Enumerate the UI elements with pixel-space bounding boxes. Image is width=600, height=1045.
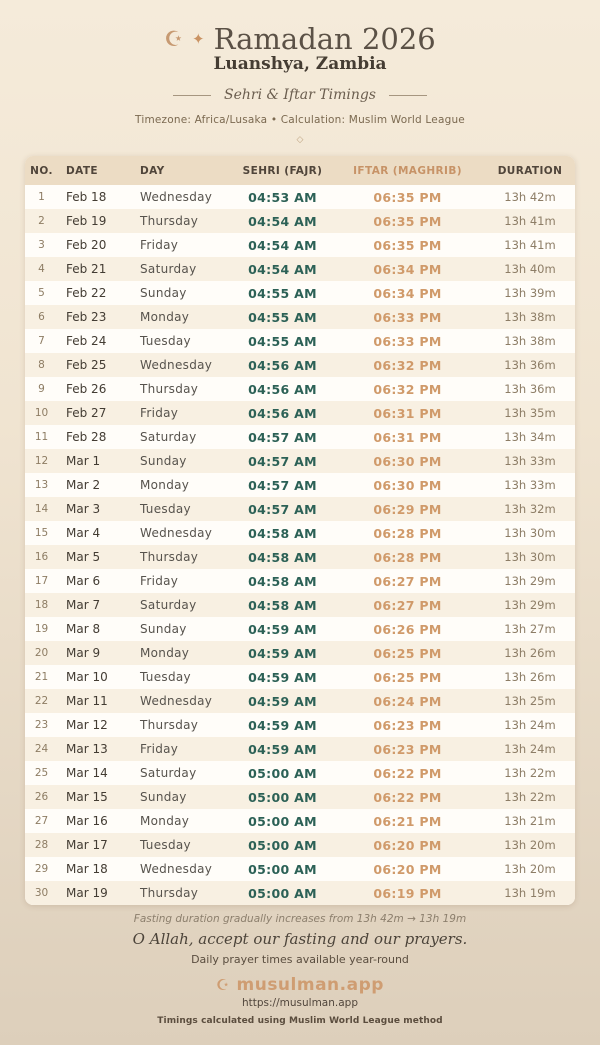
row-date: Mar 4: [66, 526, 101, 541]
row-day: Monday: [140, 310, 190, 325]
row-fast-duration: 13h 26m: [504, 646, 556, 661]
row-day: Tuesday: [140, 670, 191, 685]
header: [135, 24, 465, 145]
diamond-ornament-icon: ◇: [296, 135, 304, 146]
row-number: 16: [34, 551, 49, 564]
row-number: 8: [38, 359, 45, 372]
row-fast-duration: 13h 20m: [504, 862, 556, 877]
row-number: 13: [34, 479, 49, 492]
table-row: [25, 641, 575, 665]
row-iftar-time: 06:30 PM: [373, 477, 442, 493]
row-day: Tuesday: [140, 502, 191, 517]
column-header-sehri: SEHRI (FAJR): [242, 164, 323, 177]
row-day: Tuesday: [140, 334, 191, 349]
row-day: Saturday: [140, 262, 197, 277]
table-row: [25, 401, 575, 425]
table-row: [25, 329, 575, 353]
row-sehri-time: 04:55 AM: [248, 285, 317, 301]
column-header-no: NO.: [30, 164, 53, 177]
row-sehri-time: 04:59 AM: [248, 693, 317, 709]
row-iftar-time: 06:28 PM: [373, 525, 442, 541]
row-day: Sunday: [140, 790, 187, 805]
row-iftar-time: 06:23 PM: [373, 741, 442, 757]
row-sehri-time: 04:59 AM: [248, 645, 317, 661]
table-row: [25, 521, 575, 545]
row-date: Mar 17: [66, 838, 108, 853]
row-fast-duration: 13h 36m: [504, 382, 556, 397]
table-row: [25, 593, 575, 617]
timezone-calculation-meta: Timezone: Africa/Lusaka • Calculation: Muslim World League: [135, 114, 465, 127]
row-sehri-time: 04:58 AM: [248, 549, 317, 565]
row-number: 14: [34, 503, 49, 516]
brand-name: musulman.app: [236, 975, 384, 996]
row-sehri-time: 04:56 AM: [248, 381, 317, 397]
column-header-iftar: IFTAR (MAGHRIB): [353, 164, 462, 177]
row-number: 11: [34, 431, 49, 444]
row-iftar-time: 06:20 PM: [373, 861, 442, 877]
table-row: [25, 665, 575, 689]
row-iftar-time: 06:31 PM: [373, 429, 442, 445]
row-number: 28: [34, 839, 49, 852]
row-fast-duration: 13h 26m: [504, 670, 556, 685]
row-date: Mar 10: [66, 670, 108, 685]
row-date: Feb 19: [66, 214, 107, 229]
row-sehri-time: 04:57 AM: [248, 429, 317, 445]
row-number: 26: [34, 791, 49, 804]
row-day: Sunday: [140, 286, 187, 301]
row-number: 2: [38, 215, 45, 228]
row-sehri-time: 05:00 AM: [248, 861, 317, 877]
row-day: Tuesday: [140, 838, 191, 853]
row-number: 29: [34, 863, 49, 876]
row-day: Saturday: [140, 598, 197, 613]
row-fast-duration: 13h 38m: [504, 310, 556, 325]
row-iftar-time: 06:33 PM: [373, 333, 442, 349]
row-date: Feb 18: [66, 190, 107, 205]
row-fast-duration: 13h 22m: [504, 766, 556, 781]
row-day: Wednesday: [140, 358, 213, 373]
row-iftar-time: 06:25 PM: [373, 645, 442, 661]
table-row: [25, 833, 575, 857]
row-iftar-time: 06:23 PM: [373, 717, 442, 733]
row-iftar-time: 06:33 PM: [373, 309, 442, 325]
row-date: Feb 21: [66, 262, 107, 277]
row-fast-duration: 13h 30m: [504, 526, 556, 541]
row-day: Friday: [140, 238, 179, 253]
row-number: 21: [34, 671, 49, 684]
table-row: [25, 569, 575, 593]
row-date: Mar 11: [66, 694, 108, 709]
divider-line-left: [173, 95, 211, 96]
row-sehri-time: 04:54 AM: [248, 213, 317, 229]
timetable-card: [25, 156, 575, 905]
row-number: 3: [38, 239, 45, 252]
row-number: 18: [34, 599, 49, 612]
table-row: [25, 809, 575, 833]
row-fast-duration: 13h 39m: [504, 286, 556, 301]
row-iftar-time: 06:32 PM: [373, 381, 442, 397]
table-row: [25, 353, 575, 377]
row-number: 9: [38, 383, 45, 396]
row-number: 20: [34, 647, 49, 660]
row-iftar-time: 06:20 PM: [373, 837, 442, 853]
row-day: Friday: [140, 574, 179, 589]
row-iftar-time: 06:34 PM: [373, 285, 442, 301]
table-row: [25, 377, 575, 401]
timings-subtitle: Sehri & Iftar Timings: [224, 87, 376, 104]
row-date: Feb 22: [66, 286, 107, 301]
table-header-row: [25, 156, 575, 185]
row-number: 1: [38, 191, 45, 204]
row-sehri-time: 04:58 AM: [248, 597, 317, 613]
row-fast-duration: 13h 21m: [504, 814, 556, 829]
subtitle-divider: [173, 87, 427, 103]
row-sehri-time: 04:55 AM: [248, 333, 317, 349]
brand-url: https://musulman.app: [242, 997, 358, 1010]
row-number: 15: [34, 527, 49, 540]
row-iftar-time: 06:22 PM: [373, 789, 442, 805]
table-row: [25, 737, 575, 761]
row-iftar-time: 06:29 PM: [373, 501, 442, 517]
row-sehri-time: 04:57 AM: [248, 477, 317, 493]
row-day: Monday: [140, 478, 190, 493]
table-row: [25, 617, 575, 641]
row-fast-duration: 13h 22m: [504, 790, 556, 805]
crescent-moon-icon: ☪: [164, 26, 184, 51]
row-sehri-time: 05:00 AM: [248, 813, 317, 829]
row-date: Mar 3: [66, 502, 101, 517]
row-iftar-time: 06:32 PM: [373, 357, 442, 373]
row-sehri-time: 04:53 AM: [248, 189, 317, 205]
row-day: Monday: [140, 646, 190, 661]
row-date: Mar 8: [66, 622, 101, 637]
row-number: 25: [34, 767, 49, 780]
row-fast-duration: 13h 20m: [504, 838, 556, 853]
row-number: 23: [34, 719, 49, 732]
row-date: Feb 20: [66, 238, 107, 253]
row-date: Mar 15: [66, 790, 108, 805]
row-day: Thursday: [140, 214, 199, 229]
row-fast-duration: 13h 36m: [504, 358, 556, 373]
column-header-duration: DURATION: [497, 164, 563, 177]
row-fast-duration: 13h 27m: [504, 622, 556, 637]
table-row: [25, 449, 575, 473]
row-sehri-time: 05:00 AM: [248, 789, 317, 805]
row-iftar-time: 06:19 PM: [373, 885, 442, 901]
row-date: Mar 2: [66, 478, 101, 493]
brand-row: [216, 975, 384, 995]
row-fast-duration: 13h 41m: [504, 238, 556, 253]
row-sehri-time: 04:54 AM: [248, 237, 317, 253]
row-number: 5: [38, 287, 45, 300]
table-row: [25, 209, 575, 233]
row-day: Thursday: [140, 550, 199, 565]
row-date: Mar 5: [66, 550, 101, 565]
row-fast-duration: 13h 29m: [504, 574, 556, 589]
row-day: Wednesday: [140, 526, 213, 541]
row-day: Saturday: [140, 766, 197, 781]
row-day: Wednesday: [140, 694, 213, 709]
row-fast-duration: 13h 32m: [504, 502, 556, 517]
row-sehri-time: 04:59 AM: [248, 717, 317, 733]
row-sehri-time: 05:00 AM: [248, 885, 317, 901]
row-date: Mar 6: [66, 574, 101, 589]
row-date: Feb 24: [66, 334, 107, 349]
row-iftar-time: 06:35 PM: [373, 237, 442, 253]
row-date: Mar 18: [66, 862, 108, 877]
row-number: 12: [34, 455, 49, 468]
row-date: Mar 14: [66, 766, 108, 781]
row-date: Feb 27: [66, 406, 107, 421]
row-day: Friday: [140, 406, 179, 421]
table-row: [25, 857, 575, 881]
row-sehri-time: 04:56 AM: [248, 405, 317, 421]
row-iftar-time: 06:26 PM: [373, 621, 442, 637]
row-fast-duration: 13h 30m: [504, 550, 556, 565]
row-number: 22: [34, 695, 49, 708]
row-iftar-time: 06:34 PM: [373, 261, 442, 277]
row-sehri-time: 04:55 AM: [248, 309, 317, 325]
row-fast-duration: 13h 34m: [504, 430, 556, 445]
row-day: Sunday: [140, 454, 187, 469]
table-row: [25, 785, 575, 809]
row-day: Friday: [140, 742, 179, 757]
row-day: Wednesday: [140, 862, 213, 877]
row-iftar-time: 06:24 PM: [373, 693, 442, 709]
row-date: Mar 13: [66, 742, 108, 757]
row-number: 6: [38, 311, 45, 324]
row-iftar-time: 06:27 PM: [373, 573, 442, 589]
brand-crescent-icon: ☪: [216, 975, 230, 994]
row-iftar-time: 06:35 PM: [373, 189, 442, 205]
calculation-method-note: Timings calculated using Muslim World League method: [157, 1016, 443, 1027]
row-iftar-time: 06:28 PM: [373, 549, 442, 565]
row-number: 19: [34, 623, 49, 636]
table-row: [25, 713, 575, 737]
row-iftar-time: 06:27 PM: [373, 597, 442, 613]
row-number: 27: [34, 815, 49, 828]
row-day: Wednesday: [140, 190, 213, 205]
row-fast-duration: 13h 29m: [504, 598, 556, 613]
table-row: [25, 233, 575, 257]
row-date: Feb 23: [66, 310, 107, 325]
row-iftar-time: 06:21 PM: [373, 813, 442, 829]
column-header-date: DATE: [66, 164, 98, 177]
row-fast-duration: 13h 25m: [504, 694, 556, 709]
row-fast-duration: 13h 24m: [504, 742, 556, 757]
table-row: [25, 881, 575, 905]
row-day: Sunday: [140, 622, 187, 637]
row-day: Thursday: [140, 886, 199, 901]
row-fast-duration: 13h 33m: [504, 454, 556, 469]
table-row: [25, 305, 575, 329]
row-number: 4: [38, 263, 45, 276]
row-sehri-time: 04:59 AM: [248, 741, 317, 757]
table-row: [25, 425, 575, 449]
row-number: 17: [34, 575, 49, 588]
row-date: Mar 7: [66, 598, 101, 613]
row-iftar-time: 06:31 PM: [373, 405, 442, 421]
row-date: Mar 9: [66, 646, 101, 661]
row-iftar-time: 06:35 PM: [373, 213, 442, 229]
row-fast-duration: 13h 38m: [504, 334, 556, 349]
table-row: [25, 761, 575, 785]
row-sehri-time: 04:58 AM: [248, 525, 317, 541]
row-sehri-time: 04:56 AM: [248, 357, 317, 373]
row-fast-duration: 13h 35m: [504, 406, 556, 421]
column-header-day: DAY: [140, 164, 165, 177]
row-fast-duration: 13h 40m: [504, 262, 556, 277]
row-day: Saturday: [140, 430, 197, 445]
row-number: 7: [38, 335, 45, 348]
table-row: [25, 497, 575, 521]
row-date: Mar 16: [66, 814, 108, 829]
table-row: [25, 257, 575, 281]
row-iftar-time: 06:25 PM: [373, 669, 442, 685]
row-date: Feb 26: [66, 382, 107, 397]
row-iftar-time: 06:30 PM: [373, 453, 442, 469]
title-row: [164, 24, 436, 54]
table-row: [25, 689, 575, 713]
table-row: [25, 473, 575, 497]
row-day: Thursday: [140, 382, 199, 397]
location-subtitle: Luanshya, Zambia: [213, 54, 387, 75]
table-row: [25, 281, 575, 305]
row-iftar-time: 06:22 PM: [373, 765, 442, 781]
table-row: [25, 185, 575, 209]
row-date: Feb 25: [66, 358, 107, 373]
row-number: 24: [34, 743, 49, 756]
availability-note: Daily prayer times available year-round: [191, 953, 409, 967]
row-sehri-time: 04:57 AM: [248, 501, 317, 517]
row-sehri-time: 04:57 AM: [248, 453, 317, 469]
row-fast-duration: 13h 33m: [504, 478, 556, 493]
row-date: Mar 12: [66, 718, 108, 733]
row-sehri-time: 04:54 AM: [248, 261, 317, 277]
row-fast-duration: 13h 41m: [504, 214, 556, 229]
row-fast-duration: 13h 42m: [504, 190, 556, 205]
row-fast-duration: 13h 24m: [504, 718, 556, 733]
row-sehri-time: 04:58 AM: [248, 573, 317, 589]
row-sehri-time: 04:59 AM: [248, 621, 317, 637]
table-body: [25, 185, 575, 905]
row-date: Mar 19: [66, 886, 108, 901]
divider-line-right: [389, 95, 427, 96]
row-date: Mar 1: [66, 454, 101, 469]
row-number: 10: [34, 407, 49, 420]
table-row: [25, 545, 575, 569]
row-number: 30: [34, 887, 49, 900]
row-sehri-time: 04:59 AM: [248, 669, 317, 685]
star-icon: ✦: [192, 29, 205, 48]
row-sehri-time: 05:00 AM: [248, 765, 317, 781]
row-day: Thursday: [140, 718, 199, 733]
row-date: Feb 28: [66, 430, 107, 445]
footer: [133, 905, 468, 1026]
duration-trend-note: Fasting duration gradually increases from 13h 42m → 13h 19m: [133, 913, 467, 926]
row-sehri-time: 05:00 AM: [248, 837, 317, 853]
dua-text: O Allah, accept our fasting and our prayers.: [132, 930, 468, 949]
row-fast-duration: 13h 19m: [504, 886, 556, 901]
row-day: Monday: [140, 814, 190, 829]
page-title: Ramadan 2026: [213, 22, 436, 56]
